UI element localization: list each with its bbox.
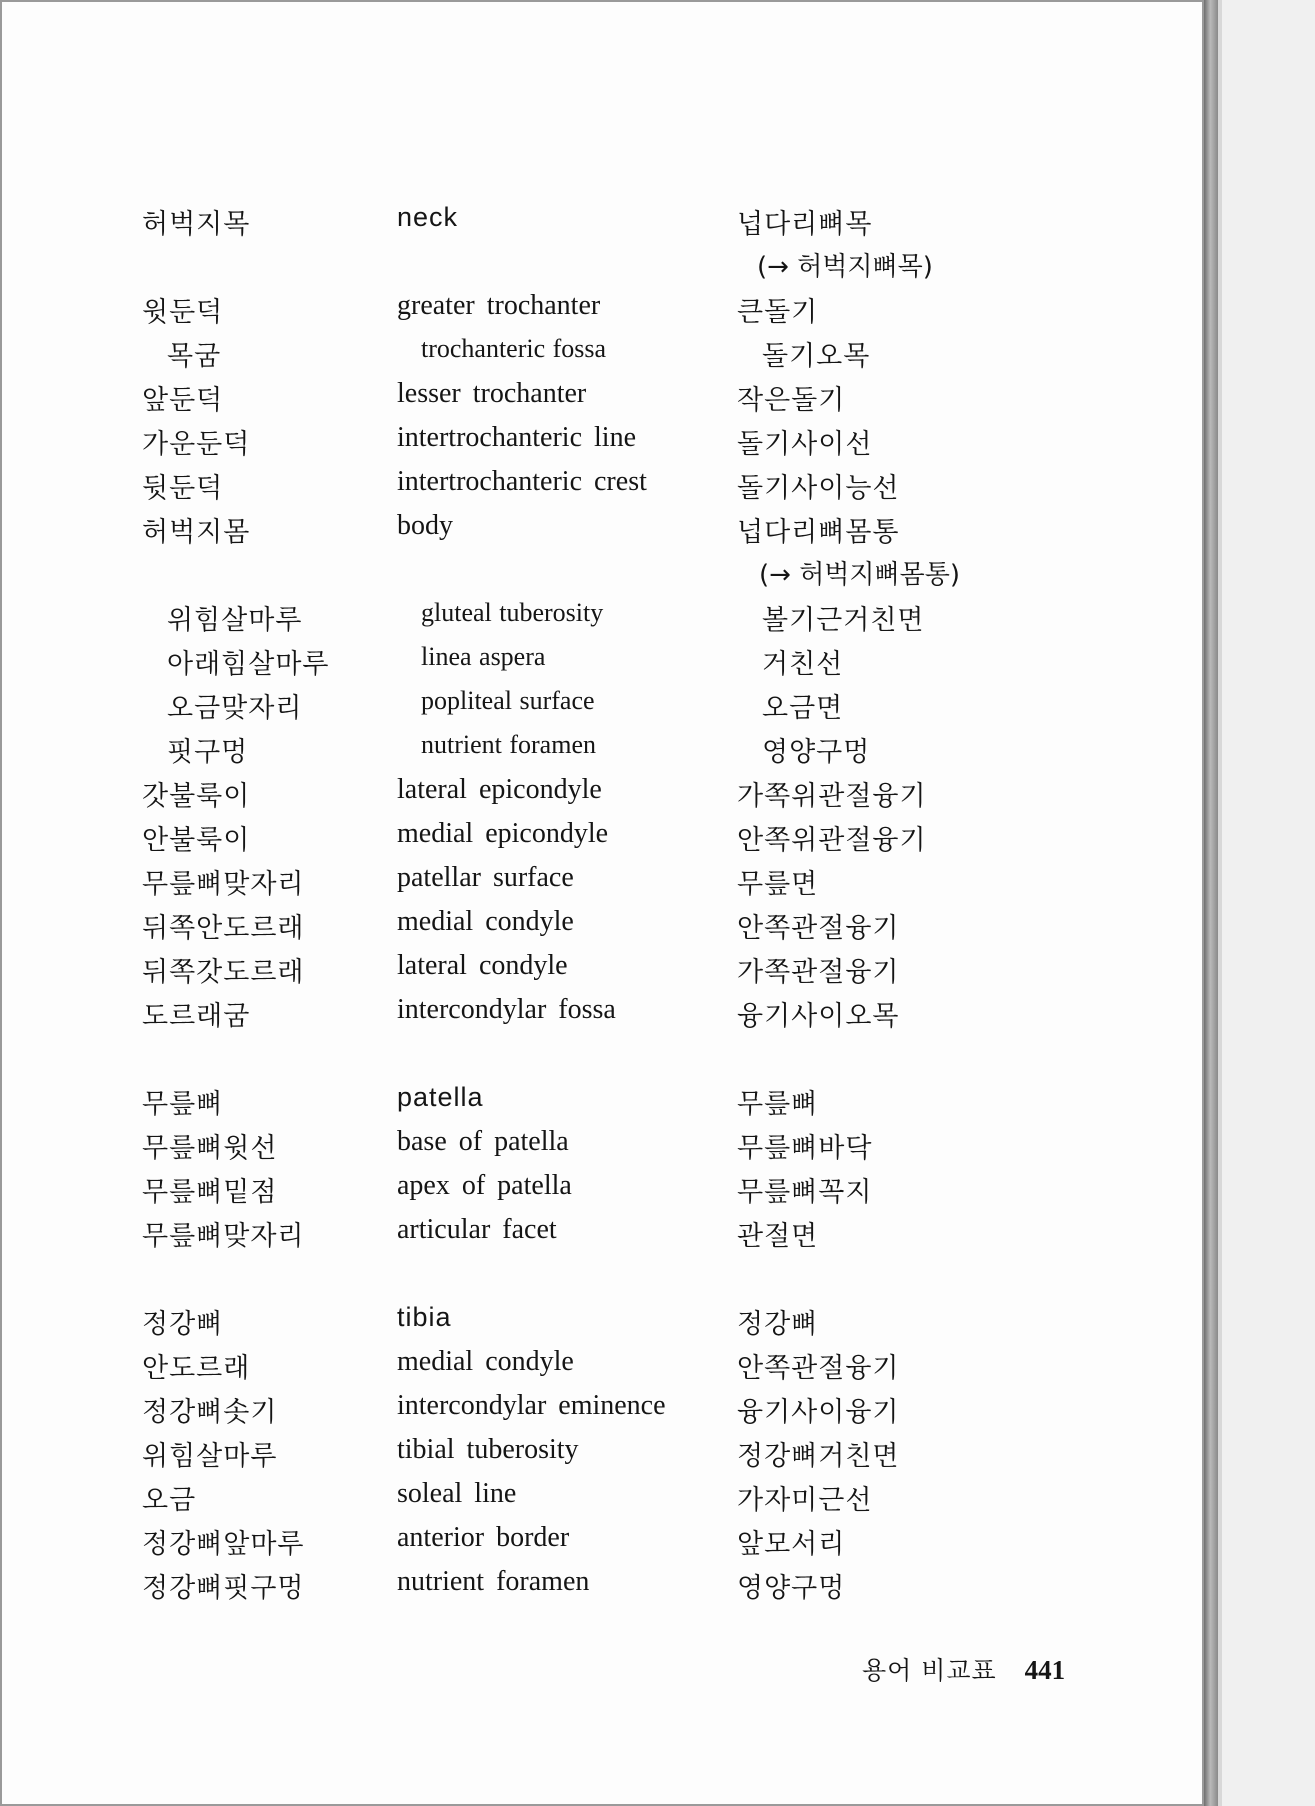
old-term: 오금 [142,1485,197,1516]
old-term: 핏구멍 [167,737,249,768]
english-term: intertrochanteric crest [397,466,647,497]
new-term: 오금면 [762,693,844,724]
table-row [0,818,1204,862]
table-row [0,202,1204,246]
old-term: 정강뼈 [142,1309,224,1340]
english-term: lateral epicondyle [397,774,602,805]
old-term: 안도르래 [142,1353,251,1384]
table-row [0,1390,1204,1434]
table-row [0,1522,1204,1566]
english-term: intercondylar fossa [397,994,616,1025]
english-term: nutrient foramen [397,1566,590,1597]
old-term: 뒷둔덕 [142,473,224,504]
table-row [0,730,1204,774]
english-term: lateral condyle [397,950,568,981]
table-row [0,862,1204,906]
english-term: patella [397,1082,484,1112]
table-row [0,510,1204,554]
english-term: linea aspera [421,642,546,671]
table-row [0,1214,1204,1258]
english-term: neck [397,202,459,232]
new-term: 가쪽관절융기 [737,957,900,988]
table-row [0,774,1204,818]
old-term: 무릎뼈맞자리 [142,1221,305,1252]
english-term: nutrient foramen [421,730,596,759]
english-term: base of patella [397,1126,569,1157]
table-row [0,1478,1204,1522]
footer-title: 용어 비교표 [862,1656,997,1685]
table-row [0,642,1204,686]
new-term: 안쪽관절융기 [737,913,900,944]
old-term: 갓불룩이 [142,781,251,812]
new-term: 돌기사이능선 [737,473,900,504]
new-term: 영양구멍 [737,1573,846,1604]
new-term: 볼기근거친면 [762,605,925,636]
english-term: gluteal tuberosity [421,598,604,627]
table-row [0,378,1204,422]
english-term: tibia [397,1302,452,1332]
table-row [0,466,1204,510]
table-row [0,334,1204,378]
english-term: soleal line [397,1478,517,1509]
new-term: 안쪽위관절융기 [737,825,927,856]
new-term: 정강뼈거친면 [737,1441,900,1472]
english-term: tibial tuberosity [397,1434,579,1465]
new-term: 작은돌기 [737,385,846,416]
table-row [0,1434,1204,1478]
new-term: 거친선 [762,649,844,680]
new-term: 돌기오목 [762,341,871,372]
english-term: trochanteric fossa [421,334,607,363]
term-note: (→ 허벅지뼈목) [757,252,933,282]
new-term: 넙다리뼈몸통 [737,517,900,548]
new-term: 가쪽위관절융기 [737,781,927,812]
old-term: 안불룩이 [142,825,251,856]
english-term: articular facet [397,1214,557,1245]
english-term: intercondylar eminence [397,1390,666,1421]
new-term: 안쪽관절융기 [737,1353,900,1384]
new-term: 앞모서리 [737,1529,846,1560]
old-term: 무릎뼈맞자리 [142,869,305,900]
english-term: apex of patella [397,1170,572,1201]
table-row [0,1126,1204,1170]
new-term: 관절면 [737,1221,819,1252]
old-term: 정강뼈핏구멍 [142,1573,305,1604]
table-row [0,994,1204,1038]
old-term: 뒤쪽갓도르래 [142,957,305,988]
new-term: 무릎뼈 [737,1089,819,1120]
old-term: 무릎뼈윗선 [142,1133,278,1164]
old-term: 목굼 [167,341,222,372]
table-row [0,686,1204,730]
new-term: 큰돌기 [737,297,819,328]
english-term: intertrochanteric line [397,422,636,453]
term-note: (→ 허벅지뼈몸통) [759,560,961,590]
new-term: 돌기사이선 [737,429,873,460]
table-row [0,1346,1204,1390]
table-row [0,1566,1204,1610]
english-term: medial epicondyle [397,818,609,849]
english-term: medial condyle [397,1346,574,1377]
table-row [0,1082,1204,1126]
page-edge-highlight [1218,0,1222,1806]
table-row [0,1170,1204,1214]
old-term: 윗둔덕 [142,297,224,328]
new-term: 가자미근선 [737,1485,873,1516]
english-term: medial condyle [397,906,574,937]
new-term: 무릎뼈바닥 [737,1133,873,1164]
old-term: 도르래굼 [142,1001,251,1032]
old-term: 앞둔덕 [142,385,224,416]
old-term: 정강뼈솟기 [142,1397,278,1428]
old-term: 정강뼈앞마루 [142,1529,305,1560]
page-footer [862,1651,1065,1687]
english-term: lesser trochanter [397,378,587,409]
old-term: 허벅지몸 [142,517,251,548]
english-term: popliteal surface [421,686,595,715]
table-row [0,906,1204,950]
old-term: 위힘살마루 [142,1441,278,1472]
english-term: patellar surface [397,862,574,893]
old-term: 무릎뼈 [142,1089,224,1120]
page-edge-shadow [1204,0,1218,1806]
new-term: 융기사이오목 [737,1001,900,1032]
old-term: 가운둔덕 [142,429,251,460]
new-term: 융기사이융기 [737,1397,900,1428]
old-term: 허벅지목 [142,209,251,240]
table-row [0,422,1204,466]
table-row [0,1302,1204,1346]
new-term: 영양구멍 [762,737,871,768]
table-row [0,950,1204,994]
english-term: body [397,510,453,541]
new-term: 무릎뼈꼭지 [737,1177,873,1208]
old-term: 아래힘살마루 [167,649,330,680]
english-term: anterior border [397,1522,570,1553]
old-term: 뒤쪽안도르래 [142,913,305,944]
new-term: 정강뼈 [737,1309,819,1340]
page-number: 441 [1024,1655,1066,1685]
table-row [0,290,1204,334]
table-row [0,598,1204,642]
new-term: 넙다리뼈목 [737,209,873,240]
old-term: 오금맞자리 [167,693,303,724]
old-term: 위힘살마루 [167,605,303,636]
new-term: 무릎면 [737,869,819,900]
old-term: 무릎뼈밑점 [142,1177,278,1208]
english-term: greater trochanter [397,290,601,321]
